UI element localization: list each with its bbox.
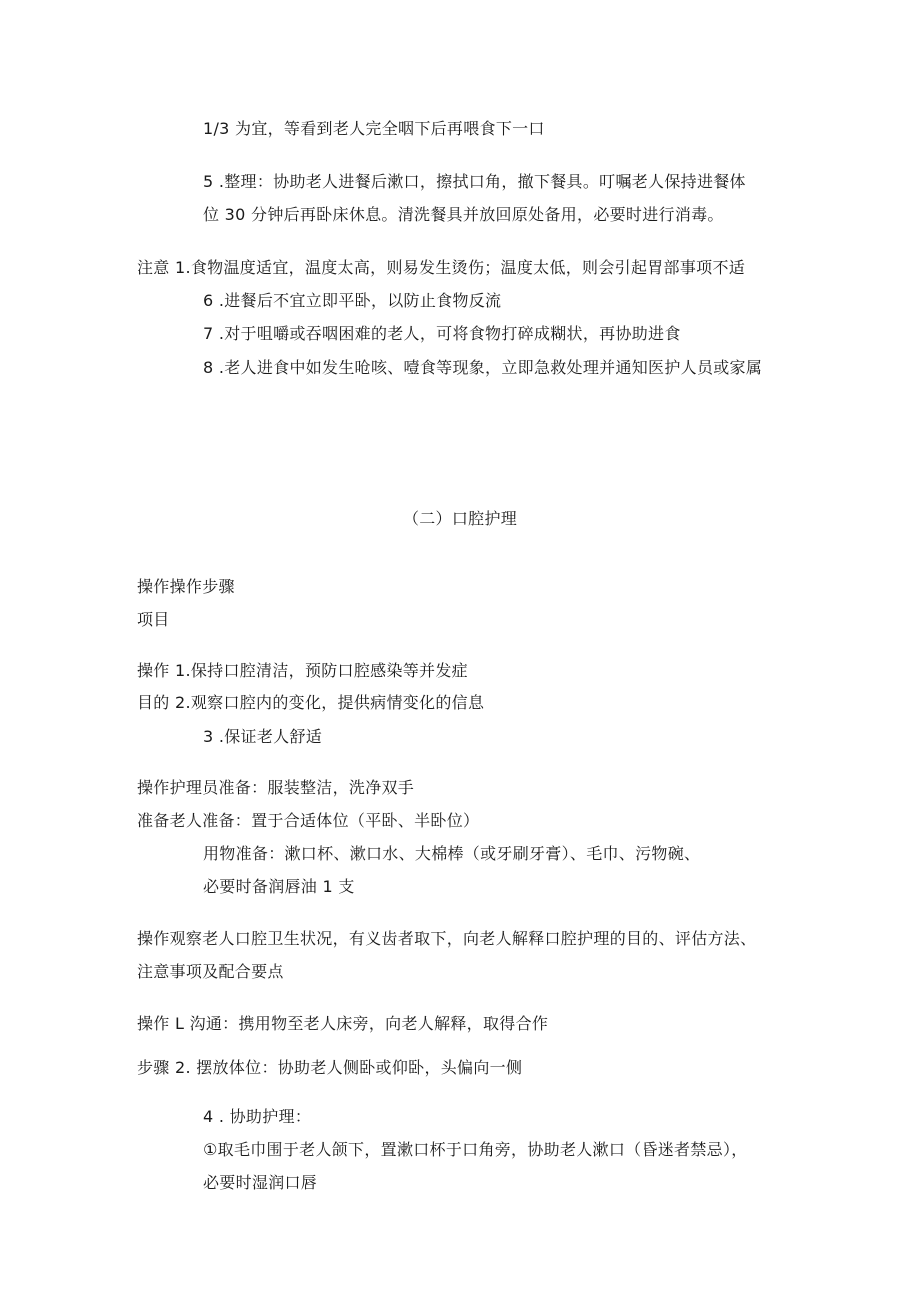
text-line-20: 操作 L 沟通：携用物至老人床旁，向老人解释，取得合作 xyxy=(137,1014,549,1033)
text-line-1: 1/3 为宜，等看到老人完全咽下后再喂食下一口 xyxy=(203,119,545,138)
text-line-16: 用物准备：漱口杯、漱口水、大棉棒（或牙刷牙膏）、毛巾、污物碗、 xyxy=(203,844,701,863)
text-line-6: 7 .对于咀嚼或吞咽困难的老人，可将食物打碎成糊状，再协助进食 xyxy=(203,324,681,343)
section-title: （二）口腔护理 xyxy=(402,509,518,528)
text-line-12: 目的 2.观察口腔内的变化，提供病情变化的信息 xyxy=(137,693,485,712)
text-line-3: 位 30 分钟后再卧床休息。清洗餐具并放回原处备用，必要时进行消毒。 xyxy=(203,205,724,224)
text-line-14: 操作护理员准备：服装整洁，洗净双手 xyxy=(137,778,415,797)
text-line-22: 4 . 协助护理： xyxy=(203,1107,312,1126)
text-line-13: 3 .保证老人舒适 xyxy=(203,727,323,746)
text-line-21: 步骤 2. 摆放体位：协助老人侧卧或仰卧，头偏向一侧 xyxy=(137,1058,523,1077)
text-line-11: 操作 1.保持口腔清洁，预防口腔感染等并发症 xyxy=(137,661,468,680)
text-line-9: 操作操作步骤 xyxy=(137,577,235,596)
text-line-10: 项目 xyxy=(137,610,170,629)
text-line-4: 注意 1.食物温度适宜，温度太高，则易发生烫伤；温度太低，则会引起胃部事项不适 xyxy=(137,258,746,277)
text-line-23: ①取毛巾围于老人颌下，置漱口杯于口角旁，协助老人漱口（昏迷者禁忌）， xyxy=(203,1140,748,1159)
text-line-18: 操作观察老人口腔卫生状况，有义齿者取下，向老人解释口腔护理的目的、评估方法、 xyxy=(137,929,757,948)
text-line-19: 注意事项及配合要点 xyxy=(137,962,284,981)
text-line-7: 8 .老人进食中如发生呛咳、噎食等现象，立即急救处理并通知医护人员或家属 xyxy=(203,358,763,377)
text-line-24: 必要时湿润口唇 xyxy=(203,1173,318,1192)
text-line-17: 必要时备润唇油 1 支 xyxy=(203,877,355,896)
text-line-2: 5 .整理：协助老人进餐后漱口，擦拭口角，撤下餐具。叮嘱老人保持进餐体 xyxy=(203,172,746,191)
text-line-15: 准备老人准备：置于合适体位（平卧、半卧位） xyxy=(137,811,480,830)
text-line-5: 6 .进餐后不宜立即平卧，以防止食物反流 xyxy=(203,291,502,310)
